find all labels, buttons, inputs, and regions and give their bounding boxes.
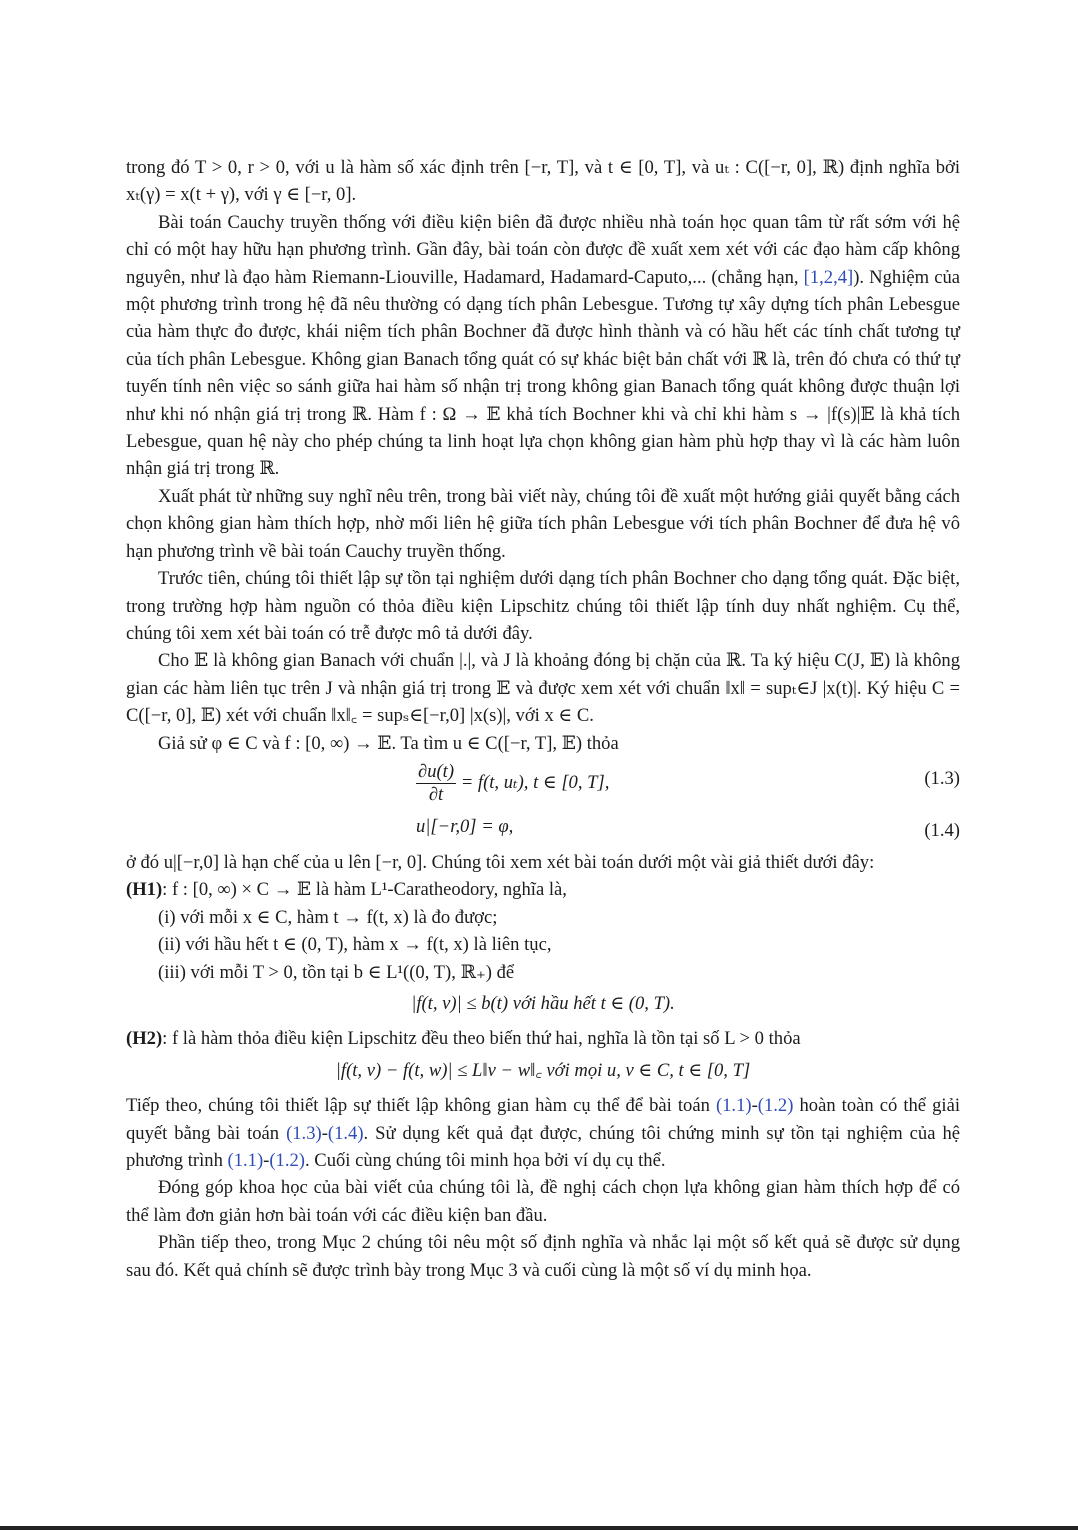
paragraph-contribution: Đóng góp khoa học của bài viết của chúng tôi là, đề nghị cách chọn lựa không gian hàm thích hợp để có thể làm đơn giản hơn bài toán với các điều kiện ban đầu. [126,1177,960,1226]
paragraph-cauchy [126,209,960,483]
paragraph-outline: Phần tiếp theo, trong Mục 2 chúng tôi nêu một số định nghĩa và nhắc lại một số kết quả sẽ được sử dụng sau đó. Kết quả chính sẽ được trình bày trong Mục 3 và cuối cùng là một số ví dụ minh họa. [126,1232,960,1281]
page-body [126,154,960,1284]
equation-ref-1-3[interactable]: (1.3) [286,1122,322,1144]
ref-dash: - [321,1122,328,1144]
fraction-denominator: ∂t [428,783,444,805]
hypothesis-h1 [126,876,960,903]
equation-1-3 [126,757,960,809]
equation-1-4-body: u|[−r,0] = φ, [416,815,514,837]
paragraph-next-text-b: hoàn toàn có thể giải quyết bằng bài toán [126,1095,960,1144]
paragraph-next [126,1092,960,1174]
paragraph-restriction: ở đó u|[−r,0] là hạn chế của u lên [−r, 0]. Chúng tôi xem xét bài toán dưới một vài giả thiết dưới đây: [126,851,875,873]
paragraph-motivation: Xuất phát từ những suy nghĩ nêu trên, trong bài viết này, chúng tôi đề xuất một hướng giải quyết bằng cách chọn không gian hàm thích hợp, nhờ mối liên hệ giữa tích phân Lebesgue với tích phân Bochner để đưa hệ vô hạn phương trình về bài toán Cauchy truyền thống. [126,485,960,562]
equation-1-4 [126,809,960,849]
paragraph-cauchy-text-a: Bài toán Cauchy truyền thống với điều kiện biên đã được nhiều nhà toán học quan tâm từ rất sớm với hệ chỉ có một hay hữu hạn phương trình. Gần đây, bài toán còn được đề xuất xem xét với các đạo hàm cấp không nguyên, như là đạo hàm Riemann-Liouville, Hadamard, Hadamard-Caputo,... (chẳng hạn, [126,211,960,288]
hypothesis-h1-item: (iii) với mỗi T > 0, tồn tại b ∈ L¹((0, T), ℝ₊) để [158,961,515,983]
page-bottom-border [0,1526,1078,1530]
equation-1-3-body [416,761,609,806]
equation-1-3-rhs: = f(t, uₜ), t ∈ [0, T], [460,771,610,793]
paragraph-banach: Cho 𝔼 là không gian Banach với chuẩn |.|, và J là khoảng đóng bị chặn của ℝ. Ta ký hiệu C(J, 𝔼) là không gian các hàm liên tục trên J và nhận giá trị trong 𝔼 và được xem xét với chuẩn ‖x‖ = supₜ∈J |x(t)|. Ký hiệu C = C([−r, 0], 𝔼) xét với chuẩn ‖x‖꜀ = supₛ∈[−r,0] |x(s)|, với x ∈ C. [126,650,960,727]
equation-1-4-label: (1.4) [924,819,960,841]
hypothesis-h2-formula: |f(t, v) − f(t, w)| ≤ L‖v − w‖꜀ với mọi u, v ∈ C, t ∈ [0, T] [335,1059,751,1081]
hypothesis-h1-item: (i) với mỗi x ∈ C, hàm t → f(t, x) là đo được; [158,906,498,928]
equation-1-3-label: (1.3) [924,767,960,789]
paragraph-existence: Trước tiên, chúng tôi thiết lập sự tồn tại nghiệm dưới dạng tích phân Bochner cho dạng tổng quát. Đặc biệt, trong trường hợp hàm nguồn có thỏa điều kiện Lipschitz chúng tôi thiết lập tính duy nhất nghiệm. Cụ thể, chúng tôi xem xét bài toán có trễ được mô tả dưới đây. [126,568,960,644]
paragraph-cauchy-text-b: ). Nghiệm của một phương trình trong hệ đã nêu thường có dạng tích phân Lebesgue. Tương tự xây dựng tích phân Lebesgue của hàm thực đo được, khái niệm tích phân Bochner đã được hình thành và có hầu hết các tính chất tương tự của tích phân Lebesgue. Không gian Banach tổng quát có sự khác biệt bản chất với ℝ là, trên đó chưa có thứ tự tuyến tính nên việc so sánh giữa hai hàm số nhận trị trong không gian Banach tổng quát không được thuận lợi như khi nó nhận giá trị trong ℝ. Hàm f : Ω → 𝔼 khả tích Bochner khi và chỉ khi hàm s → |f(s)|𝔼 là khả tích Lebesgue, quan hệ này cho phép chúng ta linh hoạt lựa chọn không gian hàm phù hợp thay vì là các hàm luôn nhận giá trị trong ℝ. [126,266,960,480]
hypothesis-h1-label: (H1) [126,879,163,901]
hypothesis-h1-formula: |f(t, v)| ≤ b(t) với hầu hết t ∈ (0, T). [411,992,675,1014]
paragraph-next-text-d: . Cuối cùng chúng tôi minh họa bởi ví dụ cụ thể. [305,1150,666,1171]
hypothesis-h2-label: (H2) [126,1028,163,1050]
hypothesis-h2-text: : f là hàm thỏa điều kiện Lipschitz đều theo biến thứ hai, nghĩa là tồn tại số L > 0 thỏa [162,1028,801,1050]
paragraph-intro: trong đó T > 0, r > 0, với u là hàm số xác định trên [−r, T], và t ∈ [0, T], và uₜ : C([−r, 0], ℝ) định nghĩa bởi xₜ(γ) = x(t + γ), với γ ∈ [−r, 0]. [126,157,960,206]
fraction-numerator: ∂u(t) [418,760,455,782]
hypothesis-h1-item: (ii) với hầu hết t ∈ (0, T), hàm x → f(t, x) là liên tục, [158,934,552,956]
citation-link[interactable]: [1,2,4] [803,266,854,288]
ref-dash: - [263,1150,270,1171]
equation-ref-1-1[interactable]: (1.1) [715,1095,752,1117]
equation-ref-1-1[interactable]: (1.1) [227,1150,264,1171]
equation-ref-1-2[interactable]: (1.2) [269,1150,305,1171]
equation-ref-1-4[interactable]: (1.4) [327,1122,364,1144]
paragraph-problem: Giả sử φ ∈ C và f : [0, ∞) → 𝔼. Ta tìm u ∈ C([−r, T], 𝔼) thỏa [158,732,619,754]
paragraph-next-text-a: Tiếp theo, chúng tôi thiết lập sự thiết lập không gian hàm cụ thể để bài toán [126,1095,716,1117]
derivative-fraction [416,761,456,806]
equation-ref-1-2[interactable]: (1.2) [757,1095,794,1117]
paragraph-next-text-c: . Sử dụng kết quả đạt được, chúng tôi chứng minh sự tồn tại nghiệm của hệ phương trình [126,1122,960,1171]
hypothesis-h1-text: : f : [0, ∞) × C → 𝔼 là hàm L¹-Caratheodory, nghĩa là, [162,879,567,901]
hypothesis-h2 [126,1025,960,1052]
ref-dash: - [751,1095,758,1117]
